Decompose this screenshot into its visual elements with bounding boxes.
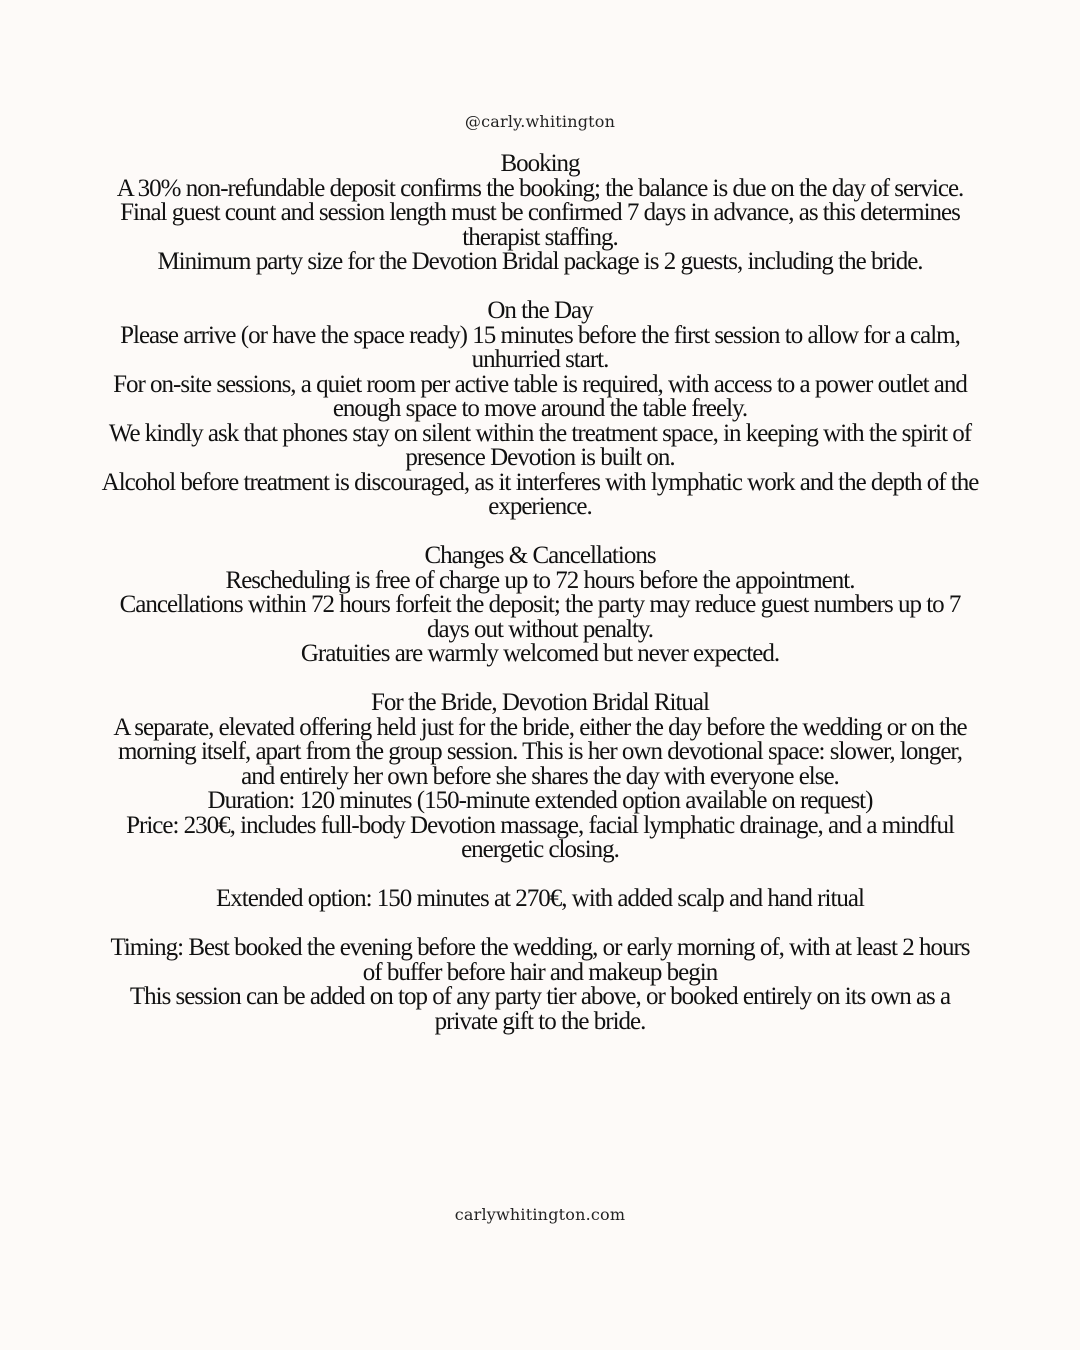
- bride-heading: For the Bride, Devotion Bridal Ritual: [371, 689, 709, 716]
- instagram-handle: @carly.whitington: [464, 112, 616, 131]
- policy-content: [100, 152, 980, 1059]
- extended-option-line: Extended option: 150 minutes at 270€, with added scalp and hand ritual: [216, 885, 864, 912]
- booking-heading: Booking: [500, 150, 580, 177]
- changes-line-rescheduling: Rescheduling is free of charge up to 72 hours before the appointment.: [225, 566, 855, 594]
- on-the-day-line-phones: We kindly ask that phones stay on silent within the treatment space, in keeping with the spirit of presence Devotion is built on.: [108, 419, 972, 471]
- changes-section: [100, 544, 980, 667]
- bride-line-duration: Duration: 120 minutes (150-minute extended option available on request): [207, 787, 873, 814]
- extended-section: [100, 887, 980, 912]
- changes-line-gratuities: Gratuities are warmly welcomed but never expected.: [300, 640, 780, 667]
- on-the-day-line-alcohol: Alcohol before treatment is discouraged, as it interferes with lymphatic work and the depth of the experience.: [101, 468, 979, 520]
- timing-line: Timing: Best booked the evening before the wedding, or early morning of, with at least 2 hours of buffer before hair and makeup begin: [110, 934, 970, 986]
- changes-line-cancellations: Cancellations within 72 hours forfeit the deposit; the party may reduce guest numbers up to 7 days out without penalty.: [119, 591, 961, 643]
- bride-section: [100, 691, 980, 863]
- on-the-day-line-room: For on-site sessions, a quiet room per active table is required, with access to a power outlet and enough space to move around the table freely.: [113, 370, 967, 422]
- on-the-day-line-arrival: Please arrive (or have the space ready) 15 minutes before the first session to allow for a calm, unhurried start.: [120, 321, 960, 373]
- booking-line-guest-count: Final guest count and session length must be confirmed 7 days in advance, as this determines therapist staffing.: [120, 199, 960, 251]
- bride-line-price: Price: 230€, includes full-body Devotion massage, facial lymphatic drainage, and a mindful energetic closing.: [126, 811, 954, 863]
- booking-section: [100, 152, 980, 275]
- changes-heading: Changes & Cancellations: [424, 542, 656, 569]
- add-on-line: This session can be added on top of any party tier above, or booked entirely on its own as a private gift to the bride.: [129, 983, 951, 1035]
- on-the-day-heading: On the Day: [487, 297, 593, 324]
- website-footer: carlywhitington.com: [454, 1205, 626, 1224]
- timing-section: [100, 936, 980, 1034]
- on-the-day-section: [100, 299, 980, 520]
- booking-line-minimum-party: Minimum party size for the Devotion Bridal package is 2 guests, including the bride.: [157, 248, 923, 275]
- bride-line-description: A separate, elevated offering held just for the bride, either the day before the wedding or on the morning itself, apart from the group session. This is her own devotional space: slower, longer, and entirely her own before she shares the day with everyone else.: [113, 713, 967, 790]
- booking-line-deposit: A 30% non-refundable deposit confirms the booking; the balance is due on the day of service.: [116, 174, 964, 202]
